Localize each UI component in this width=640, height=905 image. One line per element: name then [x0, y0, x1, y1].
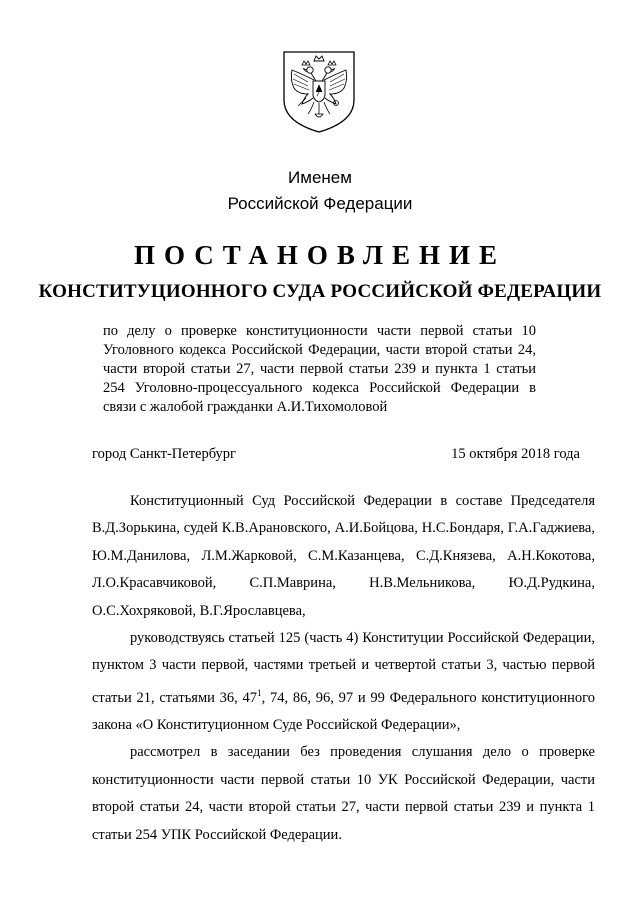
name-line-1: Именем: [288, 168, 352, 187]
paragraph-legal-basis: [92, 625, 595, 739]
document-title: ПОСТАНОВЛЕНИЕ: [133, 240, 507, 270]
legal-basis-text-2: , 74, 86, 96, 97 и 99 Федерального конституционного закона «О Конституционном Суде Российской Федерации»,: [92, 689, 595, 734]
date-of-issue: 15 октября 2018 года: [451, 446, 580, 462]
place-of-issue: город Санкт-Петербург: [92, 446, 237, 462]
russian-coat-of-arms-icon: [280, 48, 358, 134]
article-superscript: 1: [257, 687, 262, 698]
paragraph-court-composition: Конституционный Суд Российской Федерации в составе Председателя В.Д.Зорькина, судей К.В.Арановского, А.И.Бойцова, Н.С.Бондаря, Г.А.Гаджиева, Ю.М.Данилова, Л.М.Жарковой, С.М.Казанцева, С.Д.Князева, А.Н.Кокотова, Л.О.Красавчиковой, С.П.Маврина, Н.В.Мельникова, Ю.Д.Рудкина, О.С.Хохряковой, В.Г.Ярославцева,: [92, 493, 595, 619]
name-line-2: Российской Федерации: [227, 194, 413, 213]
document-body: [92, 488, 595, 849]
document-subtitle: КОНСТИТУЦИОННОГО СУДА РОССИЙСКОЙ ФЕДЕРАЦИИ: [38, 281, 602, 302]
paragraph-proceeding: рассмотрел в заседании без проведения слушания дело о проверке конституционности части первой статьи 10 УК Российской Федерации, части второй статьи 24, части второй статьи 27, части первой статьи 239 и пункта 1 статьи 254 УПК Российской Федерации.: [92, 744, 595, 843]
legal-basis-text-1: руководствуясь статьей 125 (часть 4) Конституции Российской Федерации, пунктом 3 части первой, частями третьей и четвертой статьи 3, частью первой статьи 21, статьями 36, 47: [92, 630, 595, 706]
case-subject: по делу о проверке конституционности части первой статьи 10 Уголовного кодекса Российской Федерации, части второй статьи 24, части второй статьи 27, части первой статьи 239 и пункта 1 статьи 254 Уголовно-процессуального кодекса Российской Федерации в связи с жалобой гражданки А.И.Тихомоловой: [103, 323, 536, 415]
